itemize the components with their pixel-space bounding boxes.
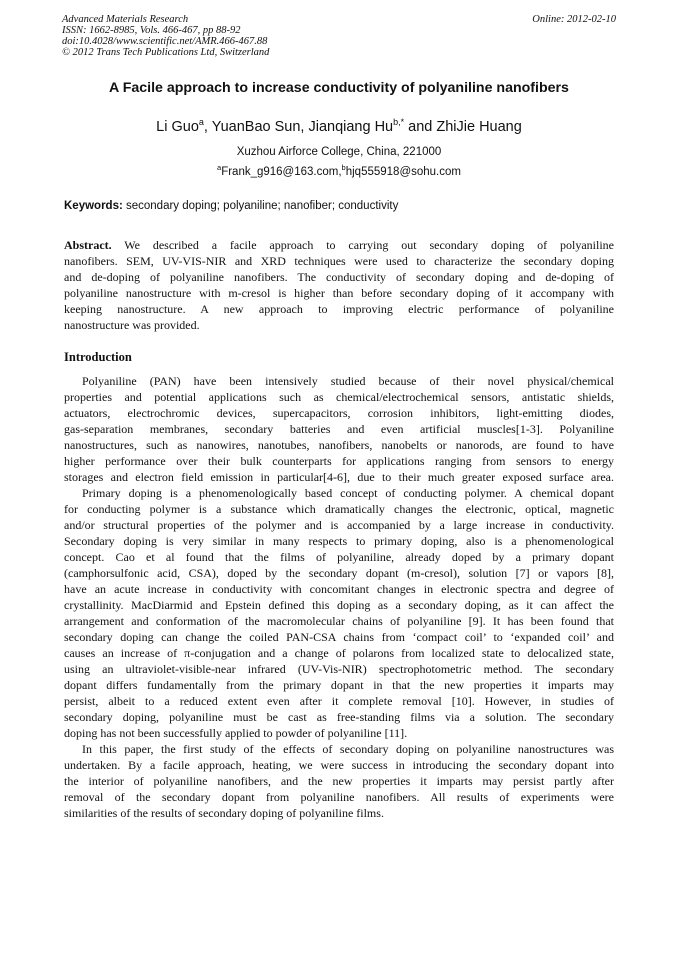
abstract-line: polyaniline nanostructure with m-cresol is higher than before secondary doping of it accompany with: [64, 286, 614, 300]
paragraph-line: nanostructures, such as nanowires, nanotubes, nanofibers, nanobelts or nanorods, are found to have: [64, 438, 614, 452]
paragraph-line: (camphorsulfonic acid, CSA), doped by the secondary dopant (m-cresol), solution [7] or vapors [8],: [64, 566, 614, 580]
journal-header: [62, 14, 269, 58]
email-superscript: b: [341, 163, 346, 172]
paragraph-line: for conducting polymer is a substance which dramatically changes the electronic, optical, magnetic: [64, 502, 614, 516]
introduction-body: [64, 373, 614, 821]
abstract-text: We described a facile approach to carrying out secondary doping of polyaniline: [111, 238, 614, 252]
paragraph-line: In this paper, the first study of the effects of secondary doping on polyaniline nanostructures was: [82, 742, 614, 756]
author-name: , YuanBao Sun, Jianqiang Hu: [203, 119, 394, 135]
abstract-line: [64, 237, 614, 253]
abstract-line: and de-doping of polyaniline nanofibers. The conductivity of secondary doping and de-doping of: [64, 270, 614, 284]
abstract: [64, 237, 614, 333]
paragraph-line: Polyaniline (PAN) have been intensively studied because of their novel physical/chemical: [82, 374, 614, 388]
paragraph-line: undertaken. By a facile approach, heating, we were success in introducing the secondary dopant into: [64, 758, 614, 772]
paragraph-line: arrangement and conformation of the macromolecular chains of polyaniline [9]. It has been found that: [64, 614, 614, 628]
doi-line: doi:10.4028/www.scientific.net/AMR.466-467.88: [62, 36, 268, 47]
email-b: hjq555918@sohu.com: [345, 166, 461, 178]
section-heading-introduction: Introduction: [64, 350, 132, 364]
keywords-label: Keywords:: [64, 200, 123, 212]
paragraph-line: the interior of polyaniline nanofibers, and the new properties it imparts may persist partly after: [64, 774, 614, 788]
paragraph-line: actuators, electrochromic devices, supercapacitors, corrosion inhibitors, light-emitting diodes,: [64, 406, 614, 420]
paragraph-line: Primary doping is a phenomenologically based concept of conducting polymer. A chemical dopant: [82, 486, 614, 500]
email-superscript: a: [217, 163, 222, 172]
author-name: and ZhiJie Huang: [404, 119, 522, 135]
abstract-line: nanostructure was provided.: [64, 318, 200, 332]
author-superscript: a: [198, 117, 204, 127]
author-name: Li Guo: [156, 119, 199, 135]
paragraph-line: doping has not been successfully applied to powder of polyaniline [11].: [64, 726, 408, 740]
paragraph-line: higher performance over their bulk counterparts for applications ranging from sensors to energy: [64, 454, 614, 468]
paragraph-line: have an acute increase in conductivity with concomitant changes in electronic spectra and degree of: [64, 582, 614, 596]
paragraph-line: using an ultraviolet-visible-near infrared (UV-Vis-NIR) spectrophotometric method. The secondary: [64, 662, 614, 676]
paragraph-line: concept. Cao et al found that the films of polyaniline, already doped by a primary dopant: [64, 550, 614, 564]
paragraph-line: persist, albeit to a reduced extent even after it complete removal [10]. However, in studies of: [64, 694, 614, 708]
paragraph-line: removal of the secondary dopant from polyaniline nanofibers. All results of experiments were: [64, 790, 614, 804]
author-list: [0, 119, 678, 135]
paragraph-line: similarities of the results of secondary doping of polyaniline films.: [64, 806, 384, 820]
author-emails: [0, 163, 678, 178]
abstract-label: Abstract.: [64, 238, 112, 252]
journal-name: Advanced Materials Research: [62, 14, 189, 25]
online-date: Online: 2012-02-10: [532, 14, 616, 25]
paper-title: A Facile approach to increase conductivity of polyaniline nanofibers: [109, 80, 569, 96]
paragraph-line: and/or structural properties of the polymer and is accompanied by a large increase in conductivity.: [64, 518, 614, 532]
email-a: Frank_g916@163.com,: [221, 166, 342, 178]
keywords: [64, 200, 398, 212]
paragraph-line: causes an increase of π-conjugation and a change of polarons from localized state to delocalized state,: [64, 646, 614, 660]
paragraph-line: secondary doping, polyaniline must be cast as free-standing films via a solution. The secondary: [64, 710, 614, 724]
paragraph-line: dopant differs fundamentally from the primary dopant in that the new properties it imparts may: [64, 678, 614, 692]
paragraph-line: secondary doping can change the coiled PAN-CSA chains from ‘compact coil’ to ‘expanded coil’ and: [64, 630, 614, 644]
copyright-line: © 2012 Trans Tech Publications Ltd, Switzerland: [62, 47, 270, 58]
abstract-line: nanofibers. SEM, UV-VIS-NIR and XRD techniques were used to characterize the secondary doping: [64, 254, 614, 268]
paragraph-line: gas-separation membranes, secondary batteries and even artificial muscles[1-3]. Polyaniline: [64, 422, 614, 436]
abstract-line: keeping nanostructure. A new approach to improving electric performance of polyaniline: [64, 302, 614, 316]
paragraph-line: storages and electron field emission in particular[4-6], due to their much greater exposed surface area.: [64, 470, 614, 484]
author-superscript: b,*: [393, 117, 405, 127]
paragraph-line: Secondary doping is very similar in many respects to primary doping, also is a phenomenological: [64, 534, 614, 548]
issn-line: ISSN: 1662-8985, Vols. 466-467, pp 88-92: [62, 25, 241, 36]
keywords-text: secondary doping; polyaniline; nanofiber; conductivity: [122, 200, 399, 212]
paragraph-line: crystallinity. MacDiarmid and Epstein defined this doping as a secondary doping, as it can affect the: [64, 598, 614, 612]
affiliation: Xuzhou Airforce College, China, 221000: [236, 146, 442, 158]
paragraph-line: properties and potential applications such as chemical/electrochemical sensors, antistatic shields,: [64, 390, 614, 404]
